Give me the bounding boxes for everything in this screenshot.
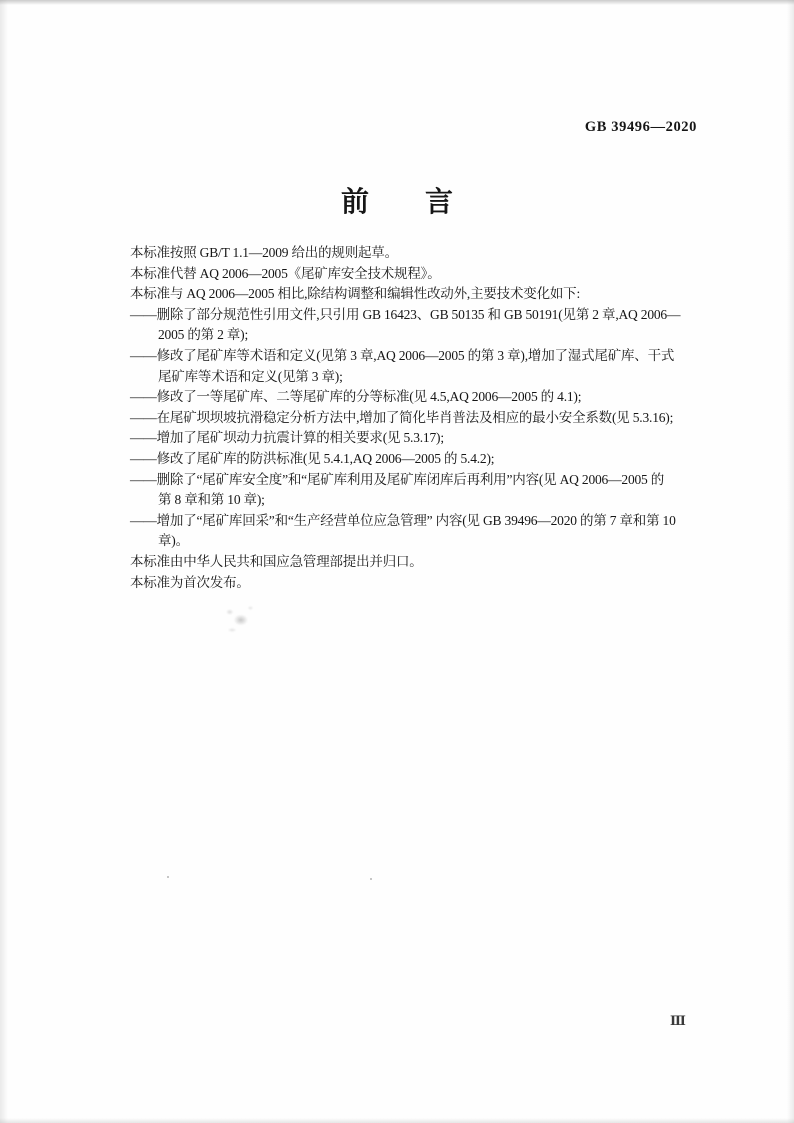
- body-line: ——增加了“尾矿库回采”和“生产经营单位应急管理” 内容(见 GB 39496—2020 的第 7 章和第 10: [130, 512, 676, 528]
- body-line: ——增加了尾矿坝动力抗震计算的相关要求(见 5.3.17);: [130, 430, 444, 446]
- body-line: ——修改了尾矿库等术语和定义(见第 3 章,AQ 2006—2005 的第 3 章),增加了湿式尾矿库、干式: [130, 347, 675, 363]
- scan-edge-top: [0, 0, 794, 5]
- body-line: ——删除了部分规范性引用文件,只引用 GB 16423、GB 50135 和 GB 50191(见第 2 章,AQ 2006—: [130, 306, 681, 322]
- body-line: ——删除了“尾矿库安全度”和“尾矿库利用及尾矿库闭库后再利用”内容(见 AQ 2006—2005 的: [130, 471, 665, 487]
- page-title: 前 言: [340, 187, 453, 218]
- body-line: 第 8 章和第 10 章);: [158, 492, 265, 508]
- scan-speck: [167, 876, 169, 878]
- body-line: ——修改了尾矿库的防洪标准(见 5.4.1,AQ 2006—2005 的 5.4.2);: [130, 450, 495, 466]
- foreword-body: [130, 243, 692, 593]
- scan-edge-right: [787, 0, 794, 1123]
- body-line: ——在尾矿坝坝坡抗滑稳定分析方法中,增加了简化毕肖普法及相应的最小安全系数(见 5.3.16);: [130, 409, 674, 425]
- body-line: 本标准按照 GB/T 1.1—2009 给出的规则起草。: [130, 245, 398, 260]
- body-line: 2005 的第 2 章);: [158, 327, 249, 343]
- scan-smudge: [213, 596, 261, 636]
- scan-edge-left: [0, 0, 8, 1123]
- body-line: 本标准为首次发布。: [130, 574, 250, 590]
- page-number: Ⅲ: [670, 1013, 687, 1028]
- body-line: ——修改了一等尾矿库、二等尾矿库的分等标准(见 4.5,AQ 2006—2005 的 4.1);: [130, 389, 582, 405]
- body-line: 章)。: [158, 533, 189, 549]
- scan-edge-bottom: [0, 1118, 794, 1123]
- body-line: 本标准代替 AQ 2006—2005《尾矿库安全技术规程》。: [130, 265, 441, 281]
- scan-speck: [370, 878, 372, 880]
- body-line: 尾矿库等术语和定义(见第 3 章);: [158, 368, 343, 384]
- body-line: 本标准与 AQ 2006—2005 相比,除结构调整和编辑性改动外,主要技术变化如下:: [130, 286, 581, 302]
- standard-number: GB 39496—2020: [584, 119, 697, 135]
- body-line: 本标准由中华人民共和国应急管理部提出并归口。: [130, 553, 423, 569]
